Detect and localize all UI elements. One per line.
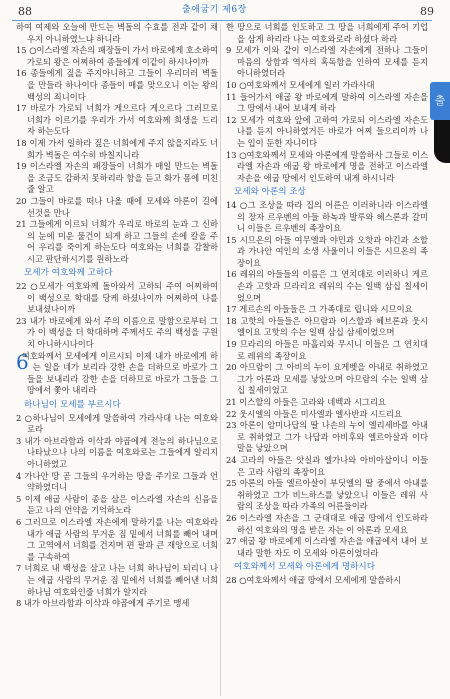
- book-chapter-title: 출애굽기 제6장: [182, 5, 247, 15]
- right-text-column: [226, 22, 428, 693]
- verse: 16 종들에게 짚을 주지아니하고 그들이 우리더러 벽돌을 만들라 하나이다 종들이 매를 맞으오니 이는 왕의 백성의 죄니이다: [16, 68, 218, 102]
- verse: 27 애굽 왕 바로에게 이스라엘 자손을 애굽에서 내어 보내라 말한 자도 이 모세와 아론이었더라: [226, 536, 428, 558]
- section-heading: 모세와 아론의 조상: [234, 187, 306, 198]
- verse: 11 들어가서 애굽 왕 바로에게 말하여 이스라엘 자손을 그 땅에서 내어 보내게 하라: [226, 91, 428, 114]
- verse: 24 고라의 아들은 앗실과 엘가나와 아비아삽이니 이들은 고라 사람의 족장이요: [226, 454, 428, 477]
- verse: 하여 여제와 오늘에 만드는 벽돌의 수효를 전과 같이 채우지 아니하였느냐 하니라: [16, 22, 218, 44]
- verse: 한 땅으로 너희를 인도하고 그 땅을 너희에게 주어 기업을 삼게 하리라 나는 여호와로라 하셨다 하라: [226, 22, 428, 44]
- verse: 15 ○이스라엘 자손의 패장들이 가서 바로에게 호소하여 가로되 왕은 어찌하여 종들에게 이같이 하시나이까: [16, 45, 218, 67]
- verse-text: 여호와께서 모세에게 이르시되 이제 내가 바로에게 하는 일을 네가 보리라 강한 손을 더하므로 바로가 그들을 보내리라 강한 손을 더하므로 바로가 그들을 그 땅에서 쫓아 내리라: [21, 350, 218, 396]
- section-heading: 모세가 여호와께 고하다: [24, 268, 113, 279]
- verse: 25 아론의 아들 엘르아살이 부딧엘의 딸 중에서 아내를 취하였고 그가 비느하스를 낳았으니 이들은 레위 사람의 조상을 따라 가족의 어른들이라: [226, 478, 428, 512]
- verse: 6 그러므로 이스라엘 자손에게 말하기를 나는 여호와라 내가 애굽 사람의 무거운 짐 밑에서 너희를 빼어 내며 그 고역에서 너희를 건지며 편 팔과 큰 재앙으로 너희를 구속하여: [16, 516, 218, 562]
- verse: 19 이스라엘 자손의 패장들이 너희가 매일 만드는 벽돌을 조금도 감하지 못하리라 함을 듣고 화가 몸에 미친줄 알고: [16, 161, 218, 195]
- left-page-number: 88: [18, 5, 32, 18]
- verse: 3 내가 아브라함과 이삭과 야곱에게 전능의 하나님으로 나타났으나 나의 이름을 여호와로는 그들에게 알리지 아니하였고: [16, 435, 218, 469]
- verse: 13 ○여호와께서 모세와 아론에게 말씀하사 그들로 이스라엘 자손과 애굽 왕 바로에게 명을 전하고 이스라엘 자손을 애굽 땅에서 인도하여 내게 하시니라: [226, 149, 428, 183]
- verse: 21 이스할의 아들은 고라와 네벡과 시그리요: [226, 397, 386, 407]
- verse: 20 아므람이 그 아비의 누이 요게벳을 아내로 취하였고 그가 아론과 모세를 낳았으며 아므람의 수는 일백 삼십 칠세이었고: [226, 362, 428, 396]
- verse: 18 이제 가서 일하라 짚은 너희에게 주지 않을지라도 너희가 벽돌은 여수히 바칠지니라: [16, 137, 218, 160]
- verse: 9 모세가 이와 같이 이스라엘 자손에게 전하나 그들이 마음의 상함과 역사의 혹독함을 인하여 모세를 듣지 아니하였더라: [226, 45, 428, 79]
- right-page-number: 89: [420, 5, 434, 18]
- verse: 12 모세가 여호와 앞에 고하여 가로되 이스라엘 자손도 나를 듣지 아니하였거든 바로가 어찌 들으리이까 나는 입이 둔한 자니이다: [226, 114, 428, 148]
- verse: 14 ○그 조상을 따라 집의 어른은 이러하니라 이스라엘의 장자 르우벤의 아들 하녹과 발루와 헤스론과 갈미니 이들은 르우벤의 족장이요: [226, 199, 428, 234]
- left-text-column: [16, 22, 218, 693]
- verse: 2 ○하나님이 모세에게 말씀하여 가라사대 나는 여호와로라: [16, 412, 218, 435]
- section-heading: 하나님이 모세를 부르시다: [24, 400, 121, 410]
- verse: 15 시므온의 아들 여무엘과 야민과 오핫과 야긴과 소할과 가나안 여인의 소생 사울이니 이들은 시므온의 족장이요: [226, 234, 428, 268]
- verse: 16 레위의 아들들의 이름은 그 연치대로 이러하니 게르손과 고핫과 므라리요 레위의 수는 일백 삼십 칠세이었으며: [226, 269, 428, 303]
- verse: 5 이제 애굽 사람이 종을 삼은 이스라엘 자손의 신음을 듣고 나의 언약을 기억하노라: [16, 493, 218, 516]
- verse: 4 가나안 땅 곧 그들의 우거하는 땅을 주기로 그들과 언약하였더니: [16, 470, 218, 493]
- verse: 21 그들에게 이르되 너희가 우리로 바로의 눈과 그 신하의 눈에 미운 물건이 되게 하고 그들의 손에 칼을 주어 우리를 죽이게 하는도다 여호와는 너희를 감찰하시고 판단하시기를 원하노라: [16, 219, 218, 264]
- section-heading: 여호와께서 모세와 아론에게 명하시다: [234, 562, 376, 573]
- page-header: [0, 0, 450, 24]
- verse: 10 ○여호와께서 모세에게 일러 가라사대: [226, 79, 375, 90]
- verse: 28 ○여호와께서 애굽 땅에서 모세에게 말씀하시: [226, 574, 402, 585]
- verse: 22 ○모세가 여호와께 돌아와서 고하되 주여 어찌하여 이 백성으로 학대를 당케 하셨나이까 어찌하여 나를 보내셨나이까: [16, 281, 218, 315]
- chapter-number: 6: [16, 349, 29, 374]
- verse: 8 내가 아브라함과 이삭과 야곱에게 주기로 맹세: [16, 598, 190, 609]
- verse: 19 므라리의 아들은 마흘리와 무시니 이들은 그 연치대로 레위의 족장이요: [226, 339, 428, 361]
- verse: 18 고핫의 아들들은 아므람과 이스할과 헤브론과 웃시엘이요 고핫의 수는 일백 삼십 삼세이었으며: [226, 315, 428, 338]
- verse: 20 그들이 바로를 떠나 나올 때에 모세와 아론이 길에 선것을 만나: [16, 195, 218, 218]
- verse: 17 바로가 가로되 너희가 게으르다 게으르다 그러므로 너희가 이르기를 우리가 가서 여호와께 희생을 드리자 하는도다: [16, 103, 218, 137]
- chapter-start-verse: [16, 351, 218, 397]
- verse: 17 게르손의 아들들은 그 가족대로 립니와 시므이요: [226, 304, 413, 315]
- book-side-tab[interactable]: 출: [430, 82, 450, 120]
- header-rule: [12, 20, 432, 21]
- column-divider: [220, 24, 221, 696]
- verse: 26 이스라엘 자손을 그 군대대로 애굽 땅에서 인도하라 하신 여호와의 명을 받은 자는 이 아론과 모세요: [226, 512, 428, 535]
- verse: 7 너희로 내 백성을 삼고 나는 너희 하나님이 되리니 나는 애굽 사람의 무거운 짐 밑에서 너희를 빼어낸 너희 하나님 여호와인줄 너희가 알지라: [16, 563, 218, 597]
- verse: 23 아론이 암미나답의 딸 나손의 누이 엘리세바를 아내로 취하였고 그가 나답과 아비후와 엘르아살과 이다말을 낳았으며: [226, 420, 428, 454]
- verse: 23 내가 바로에게 와서 주의 이름으로 말함으로부터 그가 이 백성을 더 학대하며 주께서도 주의 백성을 구원치 아니하시나이다: [16, 315, 218, 350]
- verse: 22 웃시엘의 아들은 미사엘과 엘사반과 시드리요: [226, 408, 403, 419]
